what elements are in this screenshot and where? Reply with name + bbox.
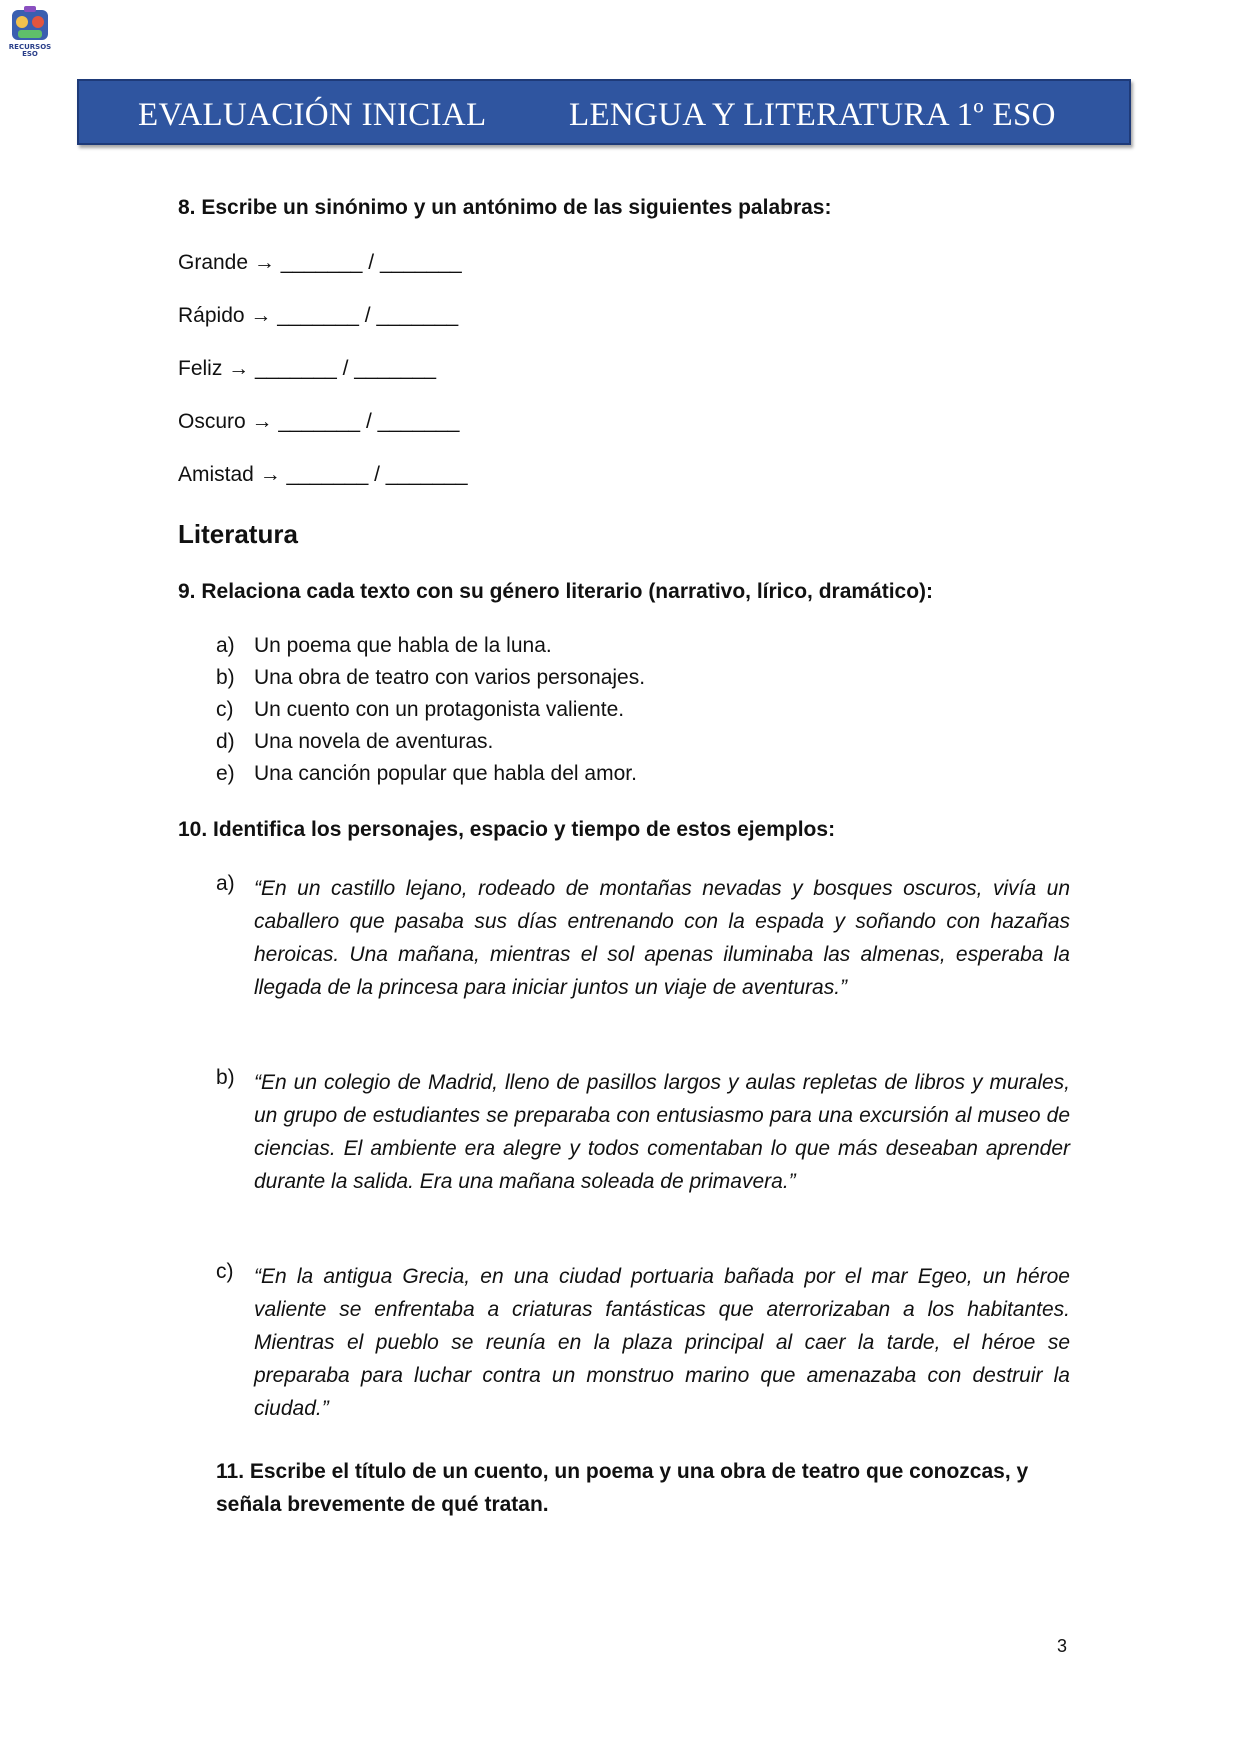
header-title-right: LENGUA Y LITERATURA 1º ESO	[569, 97, 1056, 133]
synonym-item-oscuro: Oscuro → _______ / _______	[178, 410, 460, 433]
question-9-title: 9. Relaciona cada texto con su género literario (narrativo, lírico, dramático):	[178, 580, 934, 603]
question-8-title: 8. Escribe un sinónimo y un antónimo de las siguientes palabras:	[178, 196, 832, 219]
list-text: Una obra de teatro con varios personajes.	[254, 666, 646, 689]
list-marker: d)	[216, 730, 235, 753]
synonym-item-amistad: Amistad → _______ / _______	[178, 463, 468, 486]
list-marker: c)	[216, 698, 234, 721]
synonym-item-grande: Grande → _______ / _______	[178, 251, 462, 274]
list-text: Un poema que habla de la luna.	[254, 634, 552, 657]
list-text: Una canción popular que habla del amor.	[254, 762, 637, 785]
recursos-eso-logo-icon	[8, 4, 52, 60]
passage-marker: c)	[216, 1260, 234, 1283]
passage-text: “En la antigua Grecia, en una ciudad portuaria bañada por el mar Egeo, un héroe valiente se enfrentaba a criaturas fantásticas que aterrorizaban a los habitantes. Mientras el pueblo se reunía en la plaza principal al caer la tarde, el héroe se preparaba para luchar contra un monstruo marino que amenazaba con destruir la ciudad.”	[254, 1265, 1070, 1420]
passage-marker: a)	[216, 872, 235, 895]
header-banner	[77, 79, 1131, 145]
synonym-item-rapido: Rápido → _______ / _______	[178, 304, 459, 327]
list-marker: a)	[216, 634, 235, 657]
list-marker: e)	[216, 762, 235, 785]
list-text: Un cuento con un protagonista valiente.	[254, 698, 625, 721]
passage-marker: b)	[216, 1066, 235, 1089]
synonym-item-feliz: Feliz → _______ / _______	[178, 357, 437, 380]
question-10-title: 10. Identifica los personajes, espacio y tiempo de estos ejemplos:	[178, 818, 836, 841]
passage-text: “En un castillo lejano, rodeado de montañas nevadas y bosques oscuros, vivía un caballero que pasaba sus días entrenando con la espada y soñando con hazañas heroicas. Una mañana, mientras el sol apenas iluminaba las almenas, esperaba la llegada de la princesa para iniciar juntos un viaje de aventuras.”	[254, 877, 1070, 999]
logo-text: RECURSOS ESO	[8, 43, 52, 58]
section-title-literatura: Literatura	[178, 519, 298, 549]
header-title-left: EVALUACIÓN INICIAL	[138, 97, 487, 133]
question-11-title: 11. Escribe el título de un cuento, un poema y una obra de teatro que conozcas, y señala brevemente de qué tratan.	[216, 1460, 1029, 1516]
page-number: 3	[1057, 1636, 1068, 1656]
passage-text: “En un colegio de Madrid, lleno de pasillos largos y aulas repletas de libros y murales, un grupo de estudiantes se preparaba con entusiasmo para una excursión al museo de ciencias. El ambiente era alegre y todos comentaban lo que más deseaban aprender durante la salida. Era una mañana soleada de primavera.”	[254, 1071, 1070, 1193]
list-text: Una novela de aventuras.	[254, 730, 494, 753]
list-marker: b)	[216, 666, 235, 689]
